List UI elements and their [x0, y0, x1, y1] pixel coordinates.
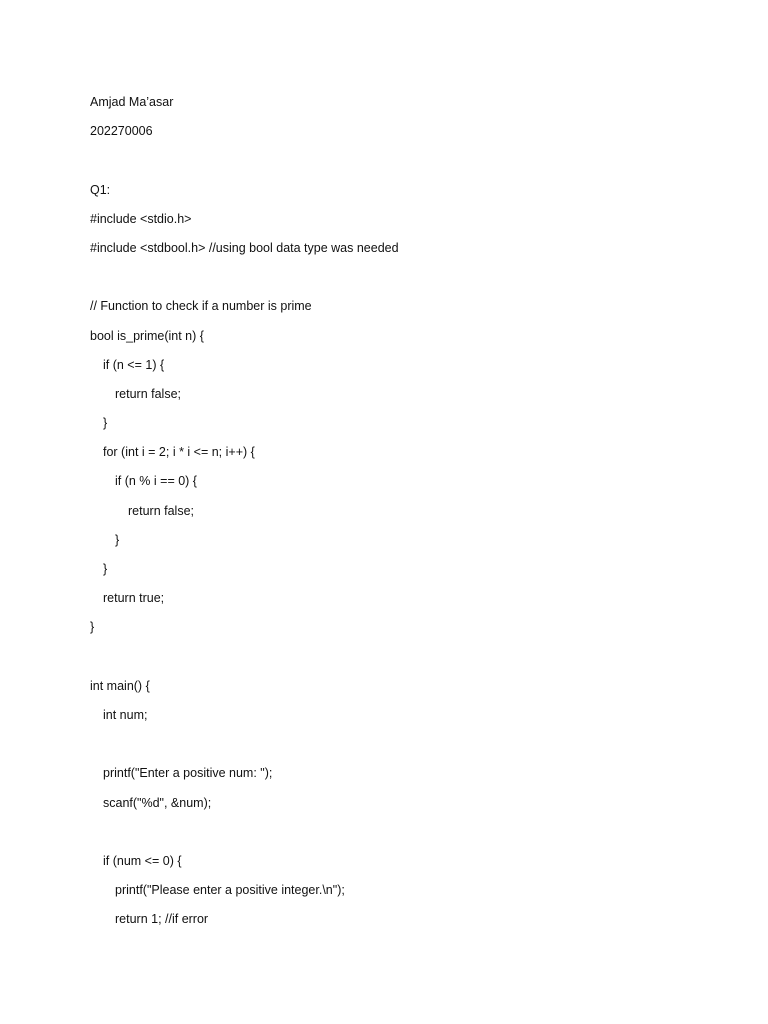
- author-name: Amjad Ma’asar: [90, 95, 174, 109]
- blank-line: [90, 267, 690, 296]
- blank-line: [90, 822, 690, 851]
- blank-line: [90, 734, 690, 763]
- code-line: scanf("%d", &num);: [103, 795, 212, 810]
- code-line: if (n % i == 0) {: [115, 474, 197, 489]
- code-line: for (int i = 2; i * i <= n; i++) {: [103, 445, 255, 460]
- blank-line: [90, 647, 690, 676]
- code-line: }: [103, 562, 108, 576]
- code-line: return 1; //if error: [115, 912, 209, 927]
- blank-line: [90, 150, 690, 179]
- code-line: if (n <= 1) {: [103, 357, 165, 372]
- code-line: printf("Enter a positive num: ");: [103, 766, 273, 781]
- code-line: return false;: [128, 503, 195, 518]
- code-line: }: [115, 532, 120, 547]
- code-comment: // Function to check if a number is prime: [90, 299, 312, 314]
- code-line: bool is_prime(int n) {: [90, 328, 204, 343]
- code-line: if (num <= 0) {: [103, 853, 182, 868]
- code-line: }: [90, 620, 95, 635]
- code-line: int main() {: [90, 678, 150, 693]
- code-line: return true;: [103, 591, 165, 606]
- student-id: 202270006: [90, 124, 153, 139]
- code-line: return false;: [115, 386, 182, 401]
- question-label: Q1:: [90, 182, 111, 197]
- code-line: int num;: [103, 707, 148, 722]
- code-line: }: [103, 416, 108, 431]
- code-line: #include <stdio.h>: [90, 211, 192, 226]
- code-line: #include <stdbool.h> //using bool data type was needed: [90, 240, 399, 255]
- code-line: printf("Please enter a positive integer.\n");: [115, 883, 345, 898]
- document-body: [90, 92, 690, 938]
